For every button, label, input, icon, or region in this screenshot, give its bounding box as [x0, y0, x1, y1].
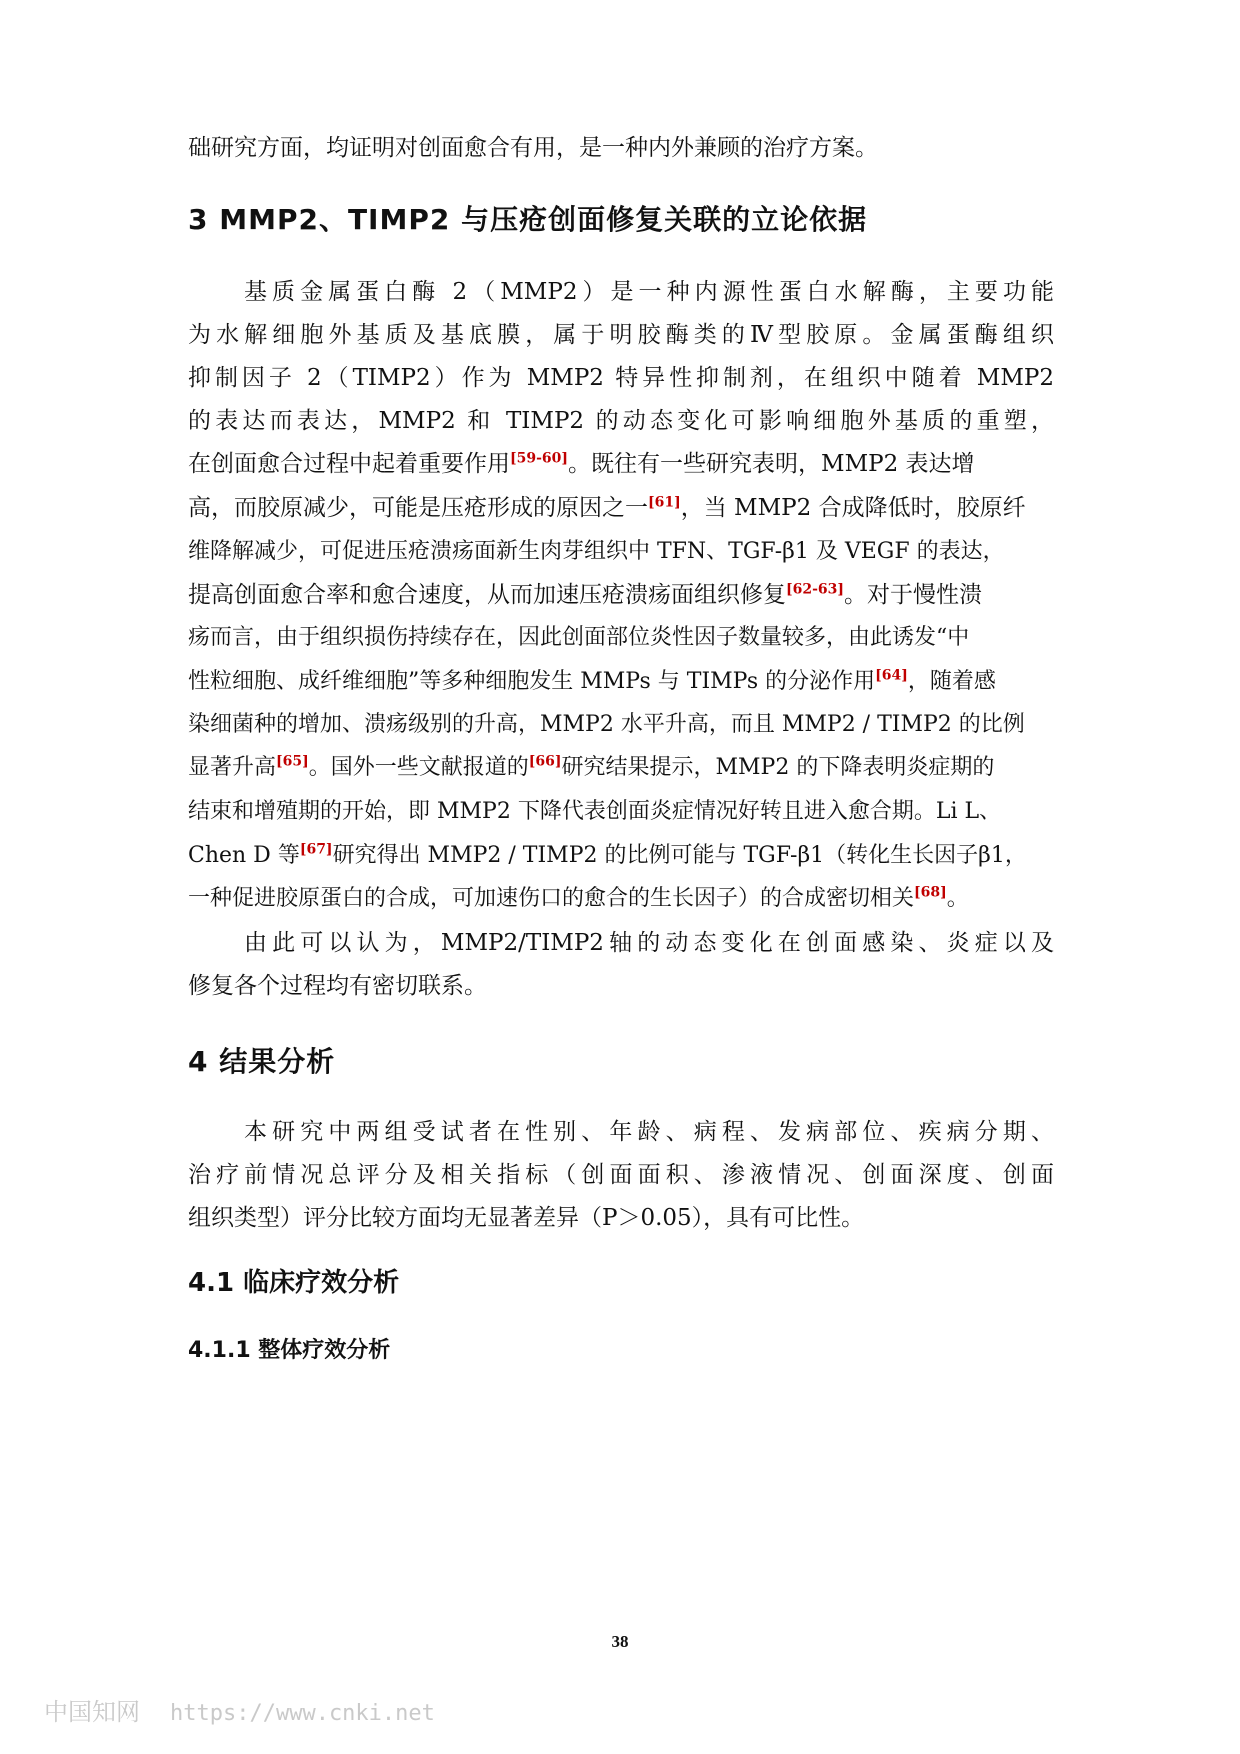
citation[interactable]: [59-60]: [510, 450, 569, 467]
paragraph-line: 为水解细胞外基质及基底膜，属于明胶酶类的Ⅳ型胶原。金属蛋酶组织: [188, 322, 1054, 348]
line-text: 性粒细胞、成纤维细胞”等多种细胞发生 MMPs 与 TIMPs 的分泌作用: [188, 669, 876, 694]
paragraph-line: 抑制因子 2（TIMP2）作为 MMP2 特异性抑制剂，在组织中随着 MMP2: [188, 365, 1054, 391]
watermark-url: https://www.cnki.net: [170, 1701, 435, 1726]
citation[interactable]: [66]: [528, 753, 562, 770]
line-text: 高，而胶原减少，可能是压疮形成的原因之一: [188, 495, 648, 521]
paragraph-line: [188, 488, 1054, 528]
paragraph-line: [188, 748, 1054, 788]
paragraph-line: 修复各个过程均有密切联系。: [188, 973, 487, 999]
line-text: Chen D 等: [188, 843, 300, 868]
line-text: ，随着感: [907, 669, 996, 694]
citation[interactable]: [64]: [875, 667, 908, 684]
paragraph-line: [188, 879, 1054, 919]
paragraph-line: 结束和增殖期的开始，即 MMP2 下降代表创面炎症情况好转且进入愈合期。Li L、: [188, 799, 1002, 824]
line-text: 。国外一些文献报道的: [308, 755, 529, 780]
section-heading: 3 MMP2、TIMP2 与压疮创面修复关联的立论依据: [188, 203, 868, 236]
line-text: ，当 MMP2 合成降低时，胶原纤: [680, 495, 1026, 521]
line-text: 在创面愈合过程中起着重要作用: [188, 451, 510, 477]
paragraph-line: 由此可以认为，MMP2/TIMP2轴的动态变化在创面感染、炎症以及: [244, 930, 1054, 956]
paragraph-line: [188, 662, 1054, 702]
line-text: 研究结果提示，MMP2 的下降表明炎症期的: [561, 755, 995, 780]
paragraph-line: 基质金属蛋白酶 2（MMP2）是一种内源性蛋白水解酶，主要功能: [244, 279, 1054, 305]
paragraph-line: 治疗前情况总评分及相关指标（创面面积、渗液情况、创面深度、创面: [188, 1162, 1054, 1188]
line-text: 显著升高: [188, 755, 277, 780]
paragraph-line: [188, 836, 1054, 876]
section-heading: 4 结果分析: [188, 1045, 336, 1078]
paragraph-line: 础研究方面，均证明对创面愈合有用，是一种内外兼顾的治疗方案。: [188, 135, 878, 161]
subsection-heading: 4.1 临床疗效分析: [188, 1268, 400, 1298]
watermark-brand: 中国知网: [44, 1698, 140, 1726]
paragraph-line: [188, 575, 1054, 615]
paragraph-line: [188, 444, 1054, 484]
line-text: 。既往有一些研究表明，MMP2 表达增: [568, 451, 975, 477]
line-text: 提高创面愈合率和愈合速度，从而加速压疮溃疡面组织修复: [188, 582, 786, 608]
citation[interactable]: [61]: [648, 494, 681, 511]
line-text: 一种促进胶原蛋白的合成，可加速伤口的愈合的生长因子）的合成密切相关: [188, 886, 915, 911]
citation[interactable]: [67]: [299, 841, 333, 858]
paragraph-line: 的表达而表达，MMP2 和 TIMP2 的动态变化可影响细胞外基质的重塑，: [188, 408, 1054, 434]
citation[interactable]: [65]: [276, 753, 309, 770]
paragraph-line: 本研究中两组受试者在性别、年龄、病程、发病部位、疾病分期、: [244, 1119, 1054, 1145]
paragraph-line: 疡而言，由于组织损伤持续存在，因此创面部位炎性因子数量较多，由此诱发“中: [188, 625, 970, 650]
citation[interactable]: [68]: [914, 884, 947, 901]
line-text: 。: [946, 886, 969, 911]
paragraph-line: 组织类型）评分比较方面均无显著差异（P＞0.05），具有可比性。: [188, 1205, 865, 1231]
watermark: [44, 1692, 435, 1727]
paragraph-line: 维降解减少，可促进压疮溃疡面新生肉芽组织中 TFN、TGF-β1 及 VEGF 的表达，: [188, 539, 1005, 564]
subsubsection-heading: 4.1.1 整体疗效分析: [188, 1338, 391, 1363]
citation[interactable]: [62-63]: [786, 581, 845, 598]
line-text: 研究得出 MMP2 / TIMP2 的比例可能与 TGF-β1（转化生长因子β1，: [332, 843, 1027, 868]
line-text: 。对于慢性溃: [844, 582, 983, 608]
paragraph-line: 染细菌种的增加、溃疡级别的升高，MMP2 水平升高，而且 MMP2 / TIMP2 的比例: [188, 712, 1025, 737]
page-number: 38: [611, 1632, 629, 1651]
